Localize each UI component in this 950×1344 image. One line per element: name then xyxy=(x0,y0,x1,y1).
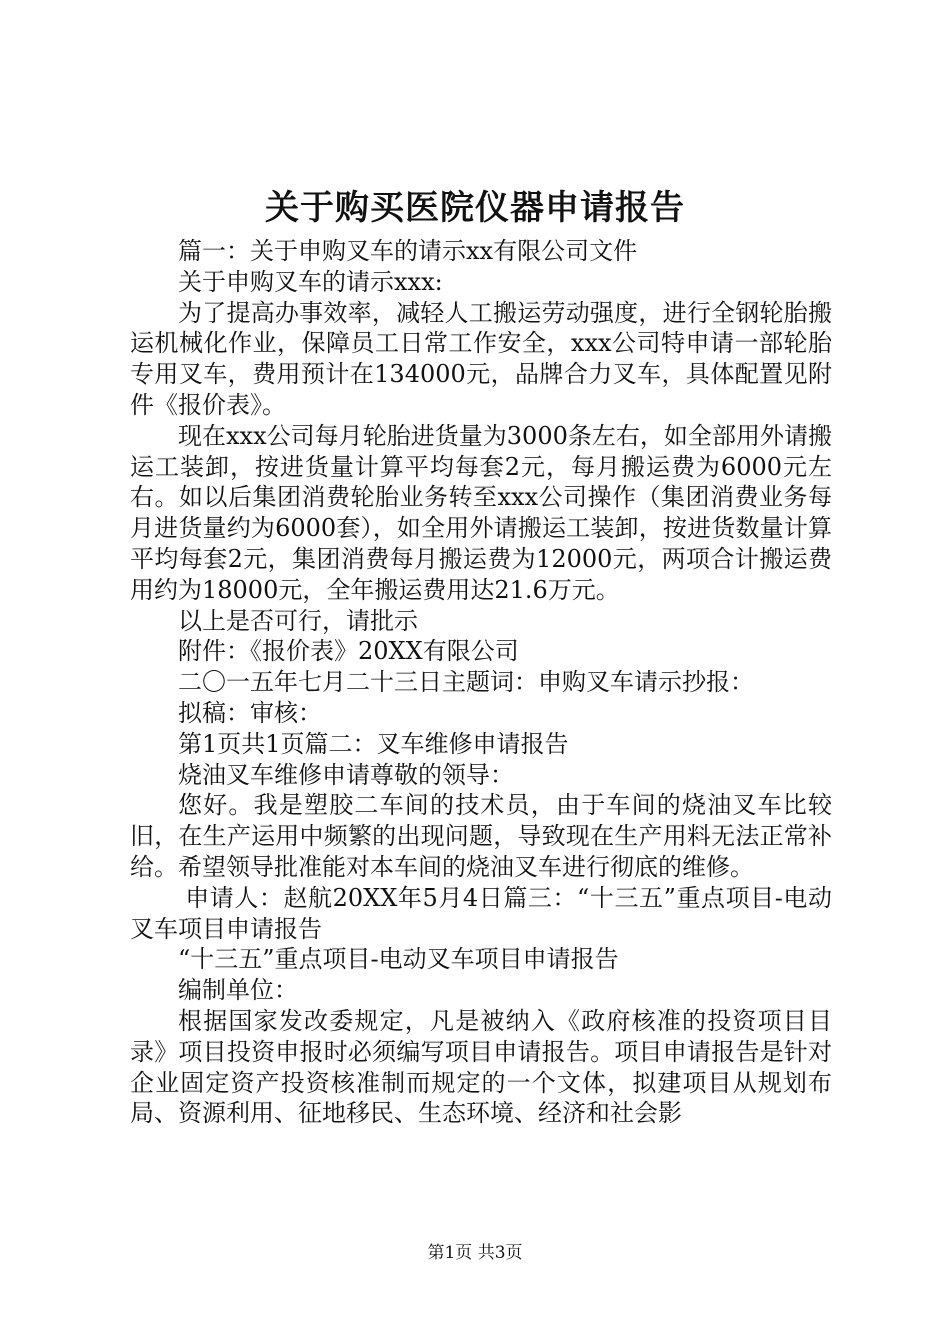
paragraph: 编制单位： xyxy=(178,976,298,1005)
document-title: 关于购买医院仪器申请报告 xyxy=(265,188,685,228)
paragraph: 现在xxx公司每月轮胎进货量为3000条左右，如全部用外请搬运工装卸，按进货量计算平均每套2元，每月搬运费为6000元左右。如以后集团消费轮胎业务转至xxx公司操作（集团消费业务每月进货量约为6000套），如全用外请搬运工装卸，按进货数量计算平均每套2元，集团消费每月搬运费为12000元，两项合计搬运费用约为18000元，全年搬运费用达21.6万元。 xyxy=(130,421,832,604)
page-footer: 第1页 共3页 xyxy=(427,1243,523,1263)
paragraph: 申请人：赵航20XX年5月4日篇三：“十三五”重点项目-电动叉车项目申请报告 xyxy=(130,883,832,943)
paragraph: 篇一：关于申购叉车的请示xx有限公司文件 xyxy=(178,237,638,265)
paragraph: 附件：《报价表》20XX有限公司 xyxy=(178,637,519,666)
paragraph: 拟稿：审核： xyxy=(178,698,322,727)
paragraph: 二〇一五年七月二十三日主题词：申购叉车请示抄报： xyxy=(178,668,754,697)
document-body xyxy=(130,236,832,1129)
paragraph: 为了提高办事效率，减轻人工搬运劳动强度，进行全钢轮胎搬运机械化作业，保障员工日常工作安全，xxx公司特申请一部轮胎专用叉车，费用预计在134000元，品牌合力叉车，具体配置见附件《报价表》。 xyxy=(130,298,832,419)
paragraph: 以上是否可行，请批示 xyxy=(178,606,418,635)
paragraph: 您好。我是塑胶二车间的技术员，由于车间的烧油叉车比较旧，在生产运用中频繁的出现问题，导致现在生产用料无法正常补给。希望领导批准能对本车间的烧油叉车进行彻底的维修。 xyxy=(130,791,832,881)
paragraph: 关于申购叉车的请示xxx: xyxy=(178,267,443,296)
paragraph: 根据国家发改委规定，凡是被纳入《政府核准的投资项目目录》项目投资申报时必须编写项目申请报告。项目申请报告是针对企业固定资产投资核准制而规定的一个文体，拟建项目从规划布局、资源利用、征地移民、生态环境、经济和社会影 xyxy=(130,1006,832,1128)
paragraph: 第1页共1页篇二：叉车维修申请报告 xyxy=(178,729,569,758)
paragraph: 烧油叉车维修申请尊敬的领导： xyxy=(178,760,514,789)
paragraph: “十三五”重点项目-电动叉车项目申请报告 xyxy=(178,945,619,974)
